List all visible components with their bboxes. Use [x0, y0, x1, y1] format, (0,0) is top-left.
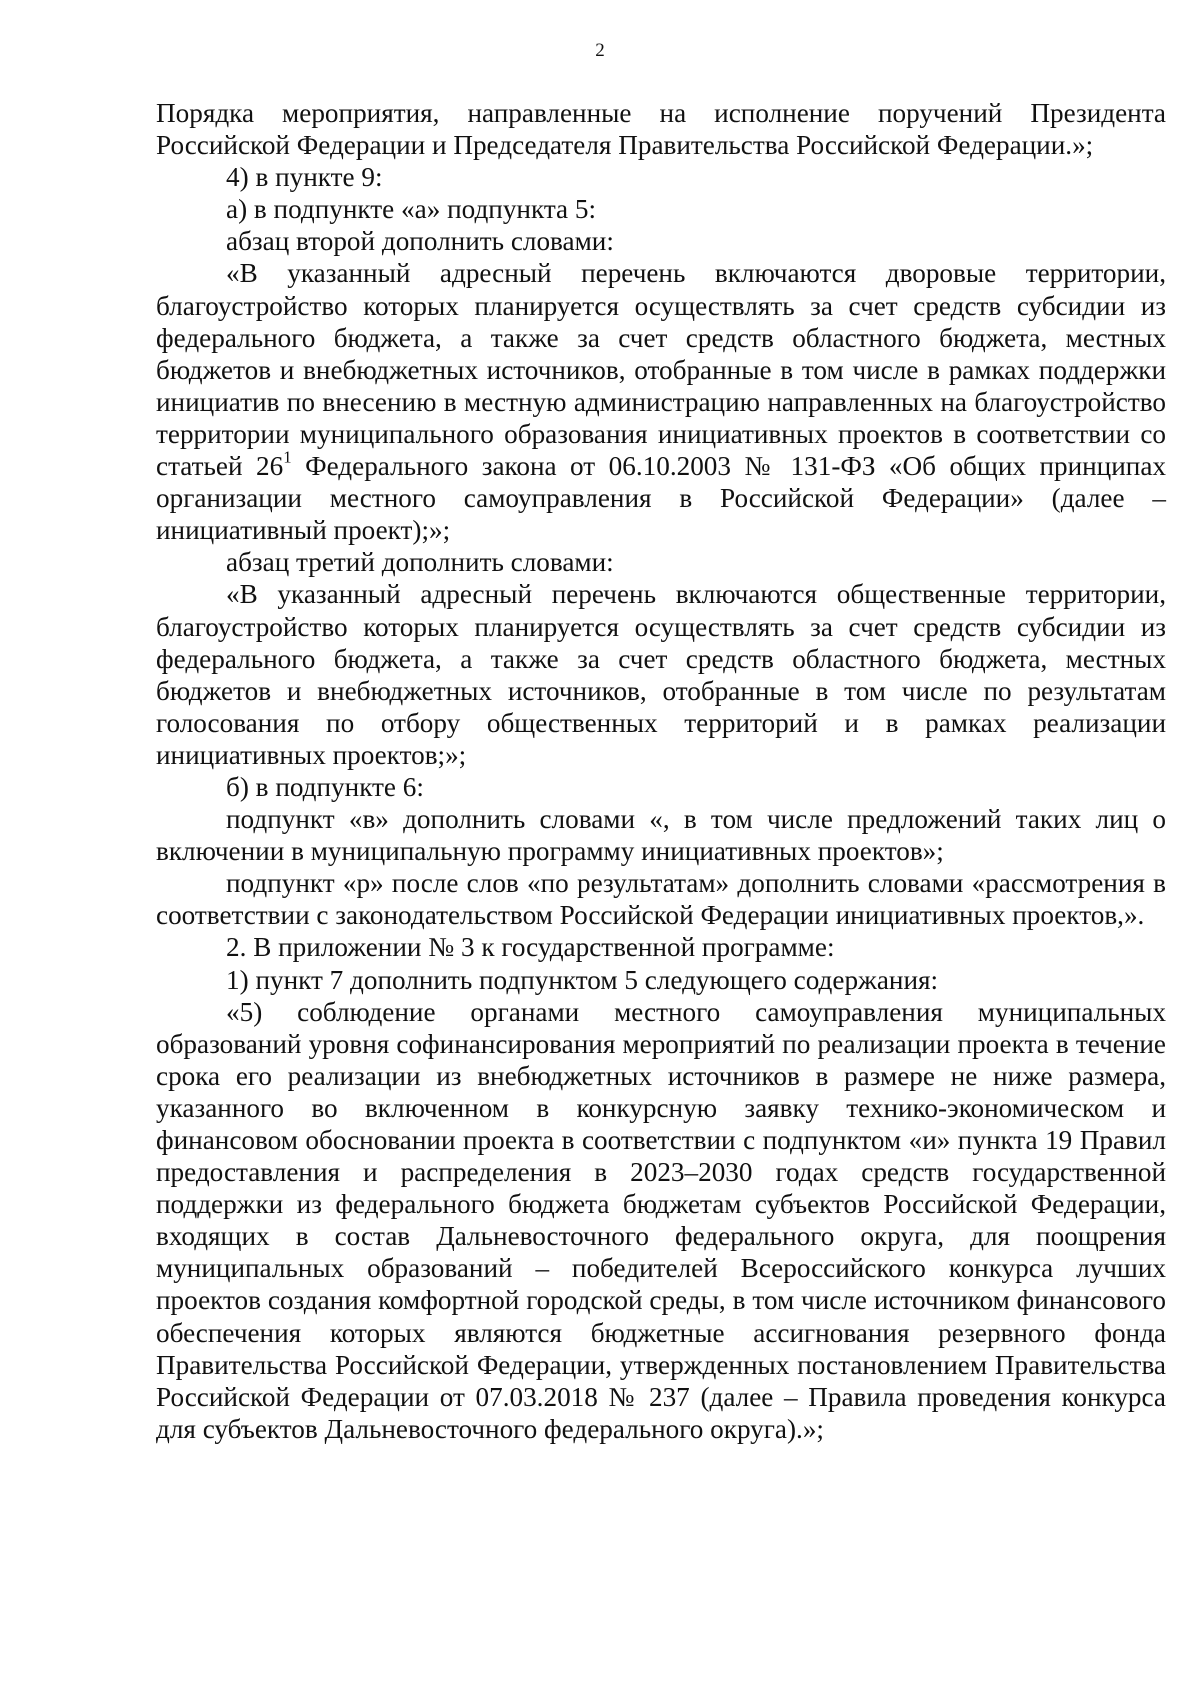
paragraph-second-abzac: абзац второй дополнить словами: — [226, 226, 614, 257]
paragraph-point-7: 1) пункт 7 дополнить подпунктом 5 следующего содержания: — [226, 964, 939, 995]
paragraph-quote-public-territories: «В указанный адресный перечень включаются общественные территории, благоустройство которых планируется осуществлять за счет средств субсидии из федерального бюджета, а также за счет средств областного бюджета, местных бюджетов и внебюджетных источников, отобранные в том числе по результатам голосования по отбору общественных территорий и в рамках реализации инициативных проектов;»; — [156, 579, 1166, 770]
paragraph-third-abzac: абзац третий дополнить словами: — [226, 547, 614, 578]
paragraph-quote-yard-territories — [156, 257, 1166, 546]
page-number: 2 — [595, 40, 605, 61]
paragraph-subpoint-r: подпункт «р» после слов «по результатам» дополнить словами «рассмотрения в соответствии с законодательством Российской Федерации инициативных проектов,». — [156, 868, 1166, 931]
document-body — [156, 97, 1166, 1445]
quote-yard-text: «В указанный адресный перечень включаются дворовые территории, благоустройство которых планируется осуществлять за счет средств субсидии из федерального бюджета, а также за счет средств областного бюджета, местных бюджетов и внебюджетных источников, отобранные в том числе в рамках поддержки инициатив по внесению в местную администрацию направленных на благоустройство территории муниципального образования инициативных проектов в соответствии со статьей 26 — [156, 258, 1166, 482]
paragraph-continuation: Порядка мероприятия, направленные на исполнение поручений Президента Российской Федерации и Председателя Правительства Российской Федерации.»; — [156, 98, 1166, 161]
paragraph-subitem-b: б) в подпункте 6: — [226, 771, 424, 802]
paragraph-annex-3: 2. В приложении № 3 к государственной программе: — [226, 932, 835, 963]
article-superscript: 1 — [283, 447, 292, 467]
quote-yard-text-end: Федерального закона от 06.10.2003 № 131-ФЗ «Об общих принципах организации местного самоуправления в Российской Федерации» (далее – инициативный проект);»; — [156, 451, 1166, 546]
paragraph-quote-cofinancing: «5) соблюдение органами местного самоуправления муниципальных образований уровня софинансирования мероприятий по реализации проекта в течение срока его реализации из внебюджетных источников в размере не ниже размера, указанного во включенном в конкурсную заявку технико-экономическом и финансовом обосновании проекта в соответствии с подпунктом «и» пункта 19 Правил предоставления и распределения в 2023–2030 годах средств государственной поддержки из федерального бюджета бюджетам субъектов Российской Федерации, входящих в состав Дальневосточного федерального округа, для поощрения муниципальных образований – победителей Всероссийского конкурса лучших проектов создания комфортной городской среды, в том числе источником финансового обеспечения которых являются бюджетные ассигнования резервного фонда Правительства Российской Федерации, утвержденных постановлением Правительства Российской Федерации от 07.03.2018 № 237 (далее – Правила проведения конкурса для субъектов Дальневосточного федерального округа).»; — [156, 996, 1166, 1444]
paragraph-subpoint-v: подпункт «в» дополнить словами «, в том числе предложений таких лиц о включении в муниципальную программу инициативных проектов»; — [156, 804, 1166, 867]
paragraph-item-4: 4) в пункте 9: — [226, 162, 383, 193]
paragraph-subitem-a: а) в подпункте «а» подпункта 5: — [226, 194, 597, 225]
